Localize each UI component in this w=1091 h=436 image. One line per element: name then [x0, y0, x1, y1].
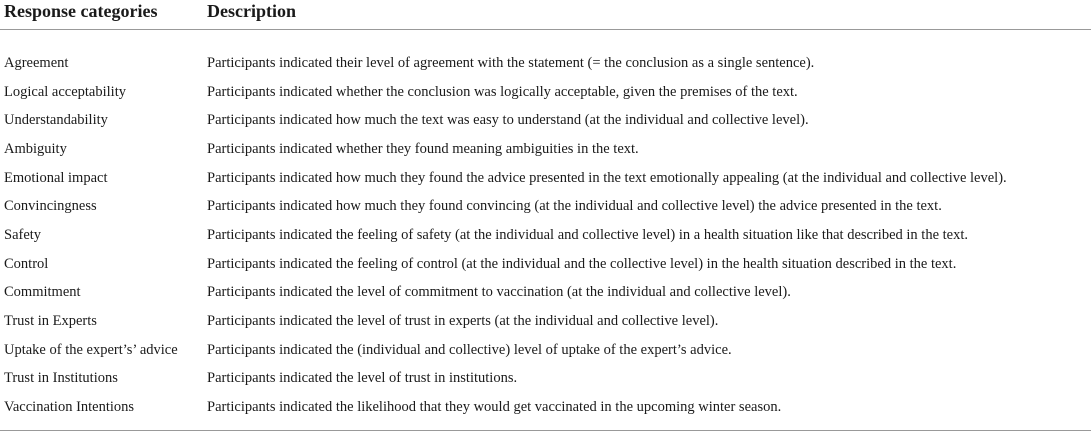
table-row — [0, 365, 1091, 394]
table-header-row — [0, 0, 1091, 30]
description-cell: Participants indicated the feeling of safety (at the individual and collective level) in a health situation like that described in the text. — [207, 226, 968, 243]
description-cell: Participants indicated the level of trust in experts (at the individual and collective level). — [207, 313, 719, 330]
category-cell: Trust in Experts — [4, 313, 97, 330]
category-cell: Understandability — [4, 112, 108, 129]
table-row — [0, 192, 1091, 221]
category-cell: Vaccination Intentions — [4, 399, 135, 416]
description-cell: Participants indicated whether they found meaning ambiguities in the text. — [207, 140, 639, 157]
category-cell: Safety — [4, 226, 42, 243]
description-cell: Participants indicated whether the conclusion was logically acceptable, given the premises of the text. — [207, 83, 798, 100]
category-cell: Emotional impact — [4, 169, 108, 186]
table-row — [0, 135, 1091, 164]
category-cell: Logical acceptability — [4, 83, 126, 100]
table-row — [0, 279, 1091, 308]
header-spacer — [0, 30, 1091, 50]
description-cell: Participants indicated the level of commitment to vaccination (at the individual and collective level). — [207, 284, 791, 301]
category-cell: Ambiguity — [4, 140, 67, 157]
category-cell: Commitment — [4, 284, 81, 301]
category-cell: Trust in Institutions — [4, 370, 118, 387]
table-body — [0, 30, 1091, 422]
description-cell: Participants indicated how much the text was easy to understand (at the individual and collective level). — [207, 112, 809, 129]
column-header-category: Response categories — [0, 0, 207, 30]
table-row — [0, 393, 1091, 422]
table-row — [0, 336, 1091, 365]
description-cell: Participants indicated the level of trust in institutions. — [207, 370, 518, 387]
description-cell: Participants indicated how much they found the advice presented in the text emotionally appealing (at the individual and collective level). — [207, 169, 1007, 186]
description-cell: Participants indicated the feeling of control (at the individual and the collective level) in the health situation described in the text. — [207, 255, 957, 272]
category-cell: Control — [4, 255, 49, 272]
table-row — [0, 78, 1091, 107]
table-row — [0, 49, 1091, 78]
table-row — [0, 250, 1091, 279]
table-bottom-rule — [0, 430, 1091, 431]
category-cell: Agreement — [4, 54, 69, 71]
column-header-description: Description — [207, 0, 1091, 30]
table-row — [0, 307, 1091, 336]
description-cell: Participants indicated the likelihood that they would get vaccinated in the upcoming winter season. — [207, 399, 782, 416]
description-cell: Participants indicated their level of agreement with the statement (= the conclusion as a single sentence). — [207, 54, 815, 71]
description-cell: Participants indicated how much they found convincing (at the individual and collective level) the advice presented in the text. — [207, 198, 942, 215]
table-row — [0, 221, 1091, 250]
category-cell: Convincingness — [4, 198, 97, 215]
category-cell: Uptake of the expert’s’ advice — [4, 341, 178, 358]
table-row — [0, 106, 1091, 135]
description-cell: Participants indicated the (individual and collective) level of uptake of the expert’s advice. — [207, 341, 732, 358]
table-row — [0, 164, 1091, 193]
